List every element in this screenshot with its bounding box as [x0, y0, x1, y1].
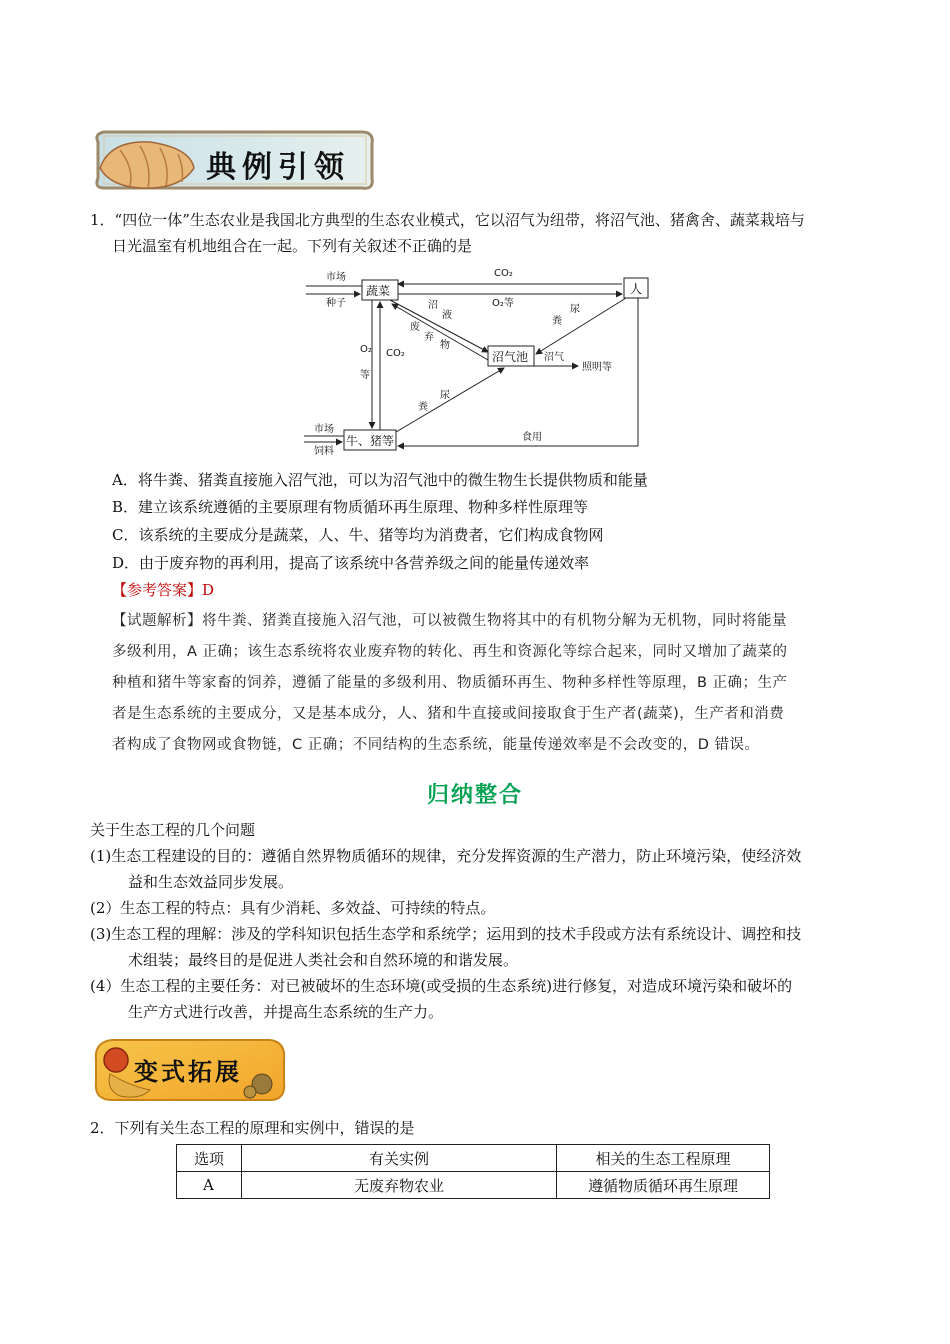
table-cell: 遵循物质循环再生原理	[557, 1172, 770, 1199]
co2-side-label: CO₂	[386, 348, 405, 359]
co2-top-label: CO₂	[494, 268, 513, 279]
fei-label: 废	[410, 322, 420, 333]
summary-title: 归纳整合	[426, 783, 523, 808]
deng-side-label: 等	[360, 370, 370, 381]
table-header-row	[177, 1145, 770, 1172]
table-cell: 无废弃物农业	[242, 1172, 557, 1199]
summary-intro: 关于生态工程的几个问题	[90, 821, 256, 839]
biogas-gas-label: 沼气	[544, 352, 564, 363]
biogas-label: 沼气池	[492, 350, 529, 364]
seed-label: 种子	[326, 298, 346, 309]
lighting-label: 照明等	[582, 362, 612, 373]
q1-stem-line2: 日光温室有机地组合在一起。下列有关叙述不正确的是	[112, 237, 473, 255]
table-header-cell: 有关实例	[242, 1145, 557, 1172]
summary-p4a: (4）生态工程的主要任务：对已被破坏的生态环境(或受损的生态系统)进行修复，对造成环境污染和破坏的	[90, 977, 793, 995]
q1-option-d: D．由于废弃物的再利用，提高了该系统中各营养级之间的能量传递效率	[112, 554, 590, 572]
eat-label: 食用	[522, 432, 542, 443]
q1-stem-line1: 1．“四位一体”生态农业是我国北方典型的生态农业模式，它以沼气为纽带，将沼气池、猪禽舍、蔬菜栽培与	[90, 211, 805, 229]
example-banner-title: 典例引领	[206, 150, 350, 185]
analysis-line: 者是生态系统的主要成分，又是基本成分，人、猪和牛直接或间接取食于生产者(蔬菜)，生产者和消费	[112, 706, 785, 722]
q1-analysis	[112, 606, 872, 761]
niao2-label: 尿	[440, 390, 450, 401]
q2-stem: 2．下列有关生态工程的原理和实例中，错误的是	[90, 1119, 415, 1137]
q1-option-b: B．建立该系统遵循的主要原理有物质循环再生原理、物种多样性原理等	[112, 498, 589, 516]
person-label: 人	[630, 282, 643, 296]
market2-label: 市场	[314, 424, 334, 435]
example-banner	[90, 124, 380, 196]
table-row	[177, 1172, 770, 1199]
table-header-cell: 相关的生态工程原理	[557, 1145, 770, 1172]
q1-option-a: A．将牛粪、猪粪直接施入沼气池，可以为沼气池中的微生物生长提供物质和能量	[112, 471, 648, 489]
summary-p1a: (1)生态工程建设的目的：遵循自然界物质循环的规律，充分发挥资源的生产潜力，防止环境污染，使经济效	[90, 847, 802, 865]
cattle-label: 牛、猪等	[346, 434, 395, 448]
eco-agriculture-diagram	[300, 260, 660, 456]
analysis-line: 者构成了食物网或食物链，C 正确；不同结构的生态系统，能量传递效率是不会改变的，D 错误。	[112, 737, 760, 753]
q1-option-c: C．该系统的主要成分是蔬菜，人、牛、猪等均为消费者，它们构成食物网	[112, 526, 604, 544]
analysis-line: 【试题解析】将牛粪、猪粪直接施入沼气池，可以被微生物将其中的有机物分解为无机物，同时将能量	[112, 613, 787, 629]
table-header-cell: 选项	[177, 1145, 242, 1172]
zhao-label: 沼	[428, 300, 438, 311]
summary-p2: (2）生态工程的特点：具有少消耗、多效益、可持续的特点。	[90, 899, 496, 917]
q1-answer: 【参考答案】D	[112, 581, 215, 599]
feed-label: 饲料	[314, 446, 334, 456]
wu-label: 物	[440, 340, 450, 351]
qi-label: 弃	[424, 332, 434, 343]
market1-label: 市场	[326, 272, 346, 283]
summary-p3b: 术组装；最终目的是促进人类社会和自然环境的和谐发展。	[128, 951, 519, 969]
o2-side-label: O₂	[360, 344, 372, 355]
extend-banner	[90, 1030, 290, 1110]
analysis-line: 种植和猪牛等家畜的饲养，遵循了能量的多级利用、物质循环再生、物种多样性等原理，B 正确；生产	[112, 675, 788, 691]
summary-p3a: (3)生态工程的理解：涉及的学科知识包括生态学和系统学；运用到的技术手段或方法有系统设计、调控和技	[90, 925, 802, 943]
vegetable-label: 蔬菜	[366, 284, 391, 298]
q2-table	[176, 1144, 770, 1199]
fen1-label: 粪	[552, 316, 562, 327]
fen2-label: 粪	[418, 402, 428, 413]
summary-p1b: 益和生态效益同步发展。	[128, 873, 294, 891]
extend-banner-title: 变式拓展	[134, 1058, 242, 1086]
niao1-label: 尿	[570, 304, 580, 315]
analysis-line: 多级利用，A 正确；该生态系统将农业废弃物的转化、再生和资源化等综合起来，同时又增加了蔬菜的	[112, 644, 788, 660]
ye-label: 液	[442, 310, 452, 321]
o2-top-label: O₂等	[492, 298, 514, 309]
summary-p4b: 生产方式进行改善，并提高生态系统的生产力。	[128, 1003, 444, 1021]
table-cell: A	[177, 1172, 242, 1199]
